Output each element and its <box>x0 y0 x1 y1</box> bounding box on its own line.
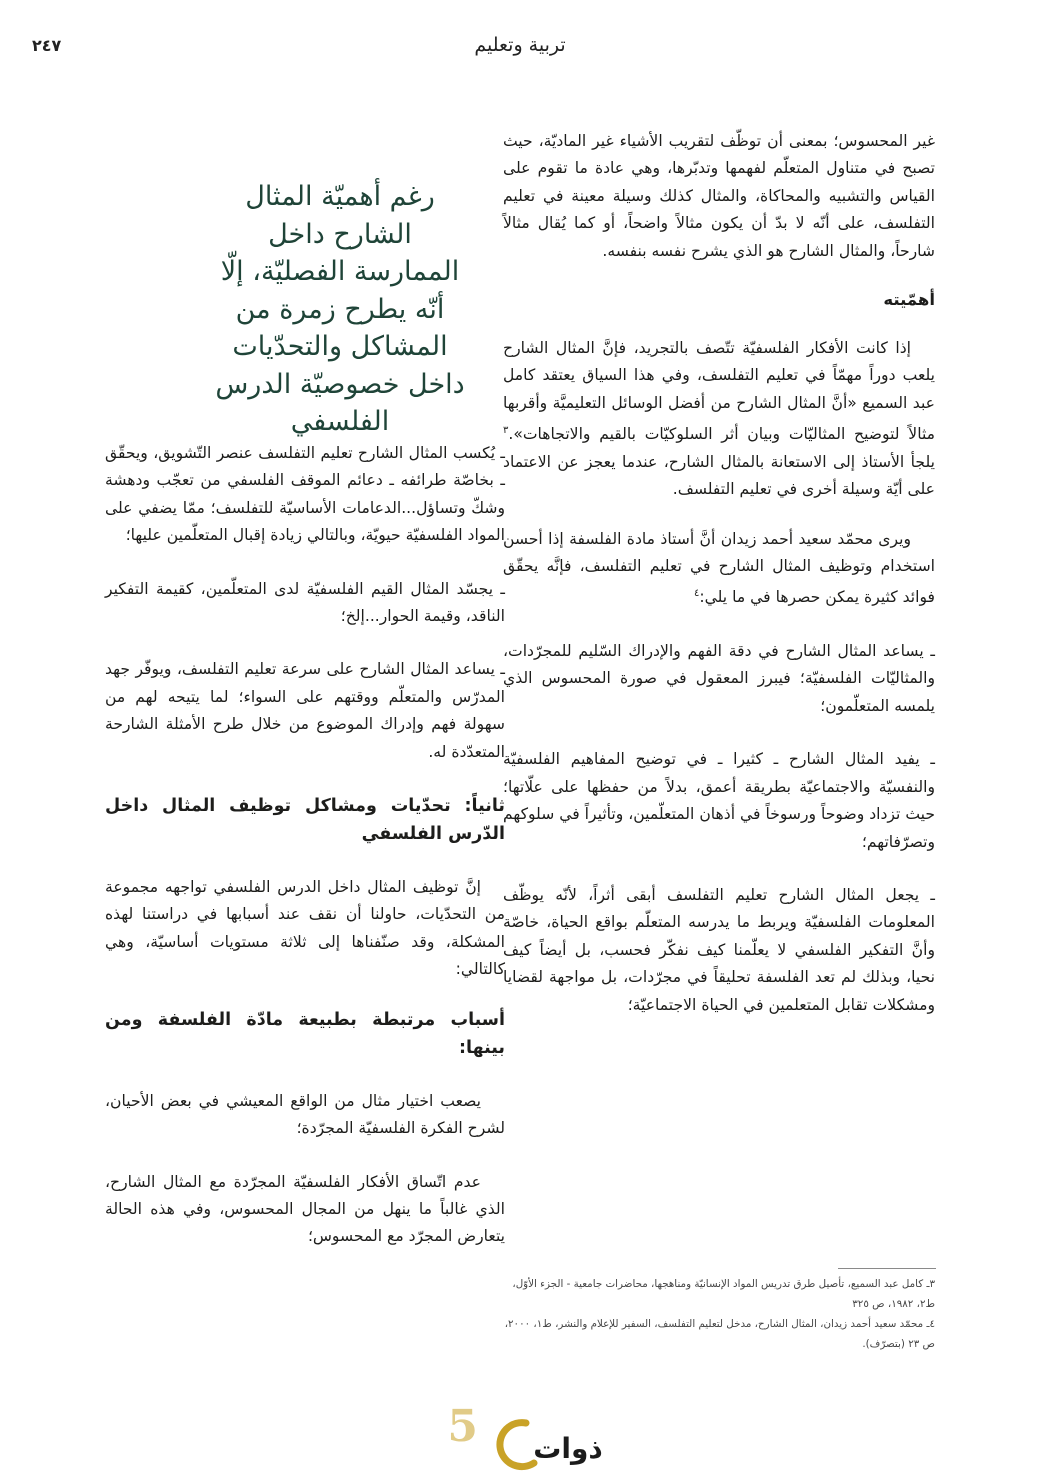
logo-numeral: 5 <box>447 1401 478 1452</box>
pull-quote: رغم أهميّة المثال الشارح داخل الممارسة الفصليّة، إلّا أنّه يطرح زمرة من المشاكل والتحدّيات داخل خصوصيّة الدرس الفلسفي <box>215 181 465 437</box>
bullet-paragraph: ـ يفيد المثال الشارح ـ كثيرا ـ في توضيح المفاهيم الفلسفيّة والنفسيّة والاجتماعيّة بطريقة أعمق، بدلاً من حفظها على علّاتها؛ حيث تزداد وضوحاً ورسوخاً في أذهان المتعلّمين، وتأثيراً في سلوكهم وتصرّفاتهم؛ <box>503 750 935 851</box>
logo-ring <box>500 1423 534 1467</box>
dhawat-logo <box>447 1401 608 1471</box>
bullet-paragraph: ـ يساعد المثال الشارح في دقة الفهم والإدراك السّليم للمجرّدات، والمثاليّات الفلسفيّة؛ فيبرز المعقول في صورة المحسوس الذي يلمسه المتعلّمون؛ <box>503 642 935 715</box>
page-header <box>0 34 1040 64</box>
left-column <box>105 440 505 1251</box>
footnote-divider <box>838 1268 936 1269</box>
logo-mark <box>447 1401 608 1471</box>
footnote-ref[interactable]: ٣ <box>503 425 509 437</box>
page-number: ٢٤٧ <box>32 36 62 55</box>
footnote-3: ٣ـ كامل عبد السميع، تأصيل طرق تدريس المواد الإنسانيّة ومناهجها، محاضرات جامعية - الجزء الأوّل، ط٢، ١٩٨٢، ص ٣٢٥ <box>512 1278 935 1310</box>
footnote-4: ٤ـ محمّد سعيد أحمد زيدان، المثال الشارح، مدخل لتعليم التفلسف، السفير للإعلام والنشر، ط١، ٢٠٠٠، ص ٢٣ (بتصرّف). <box>504 1318 935 1350</box>
bullet-paragraph: ـ يساعد المثال الشارح على سرعة تعليم التفلسف، ويوفّر جهد المدرّس والمتعلّم ووقتهم على السواء؛ لما يتيحه لهم من سهولة فهم وإدراك الموضوع من خلال طرح الأمثلة الشارحة المتعدّدة له. <box>105 660 505 761</box>
right-column <box>503 128 935 1019</box>
body-paragraph: عدم اتّساق الأفكار الفلسفيّة المجرّدة مع المثال الشارح، الذي غالباً ما ينهل من المجال المحسوس، وفي هذه الحالة يتعارض المجرّد مع المحسوس؛ <box>105 1172 505 1246</box>
bullet-paragraph: ـ يجعل المثال الشارح تعليم التفلسف أبقى أثراً، لأنّه يوظّف المعلومات الفلسفيّة ويربط ما يدرسه المتعلّم بواقع الحياة، خاصّة وأنَّ التفكير الفلسفي لا يعلّمنا كيف نفكّر فحسب، بل أيضاً كيف نحيا، وبذلك لم تعد الفلسفة تحليقاً في مجرّدات، بل مواجهة لقضايا ومشكلات تقابل المتعلمين في الحياة الاجتماعيّة؛ <box>503 885 935 1014</box>
section-heading: ثانياً: تحدّيات ومشاكل توظيف المثال داخل الدّرس الفلسفي <box>105 796 505 845</box>
intro-paragraph: غير المحسوس؛ بمعنى أن توظّف لتقريب الأشياء غير الماديّة، حيث تصبح في متناول المتعلّم لفهمها وتدبّرها، وهي عادة ما تقوم على القياس والتشبيه والمحاكاة، والمثال كذلك وسيلة معينة في تعليم التفلسف، على أنّه لا بدّ أن يكون مثالاً واضحاً، أو كما يُقال مثالاً شارحاً، والمثال الشارح هو الذي يشرح نفسه بنفسه. <box>503 132 935 260</box>
bullet-paragraph: ـ يجسّد المثال القيم الفلسفيّة لدى المتعلّمين، كقيمة التفكير الناقد، وقيمة الحوار...إلخ؛ <box>105 579 505 626</box>
body-paragraph: يصعب اختيار مثال من الواقع المعيشي في بعض الأحيان، لشرح الفكرة الفلسفيّة المجرّدة؛ <box>105 1091 505 1138</box>
bullet-paragraph: ـ يُكسب المثال الشارح تعليم التفلسف عنصر التّشويق، ويحقّق ـ بخاصّة طرائفه ـ دعائم الموقف الفلسفي من تعجّب ودهشة وشكّ وتساؤل...الدعامات الأساسيّة للتفلسف؛ ممّا يضفي على المواد الفلسفيّة حيويّة، وبالتالي زيادة إقبال المتعلّمين عليها؛ <box>105 444 505 545</box>
section-title: تربية وتعليم <box>474 34 566 56</box>
sub-heading: أسباب مرتبطة بطبيعة مادّة الفلسفة ومن بينها: <box>105 1009 505 1058</box>
body-paragraph: إنَّ توظيف المثال داخل الدرس الفلسفي تواجهه مجموعة من التحدّيات، حاولنا أن نقف عند أسبابها في دراستنا لهذه المشكلة، وقد صنّفناها إلى ثلاثة مستويات أساسيّة، وهي كالتالي: <box>105 878 505 979</box>
logo-wordmark: ذوات <box>533 1432 603 1465</box>
importance-heading: أهمّيته <box>883 290 935 310</box>
footnote-ref[interactable]: ٤ <box>694 588 700 600</box>
footnotes <box>503 1274 935 1354</box>
body-paragraph: ويرى محمّد سعيد أحمد زيدان أنَّ أستاذ مادة الفلسفة إذا أحسن استخدام وتوظيف المثال الشارح في تعليم التفلسف، فإنَّه يحقّق فوائد كثيرة يمكن حصرها في ما يلي:$^٤$ <box>503 529 935 607</box>
body-paragraph: إذا كانت الأفكار الفلسفيّة تتّصف بالتجريد، فإنَّ المثال الشارح يلعب دوراً مهمّاً في تعليم التفلسف، وفي هذا السياق يعتقد كامل عبد السميع «أنَّ المثال الشارح من أفضل الوسائل التعليميَّة وأقربها مثالاً لتوضيح المثاليّات وبيان أثر السلوكيّات بالقيم والاتجاهات».$^٣$ يلجأ الأستاذ إلى الاستعانة بالمثال الشارح، عندما يعجز عن الاعتماد على أيّة وسيلة أخرى في تعليم التفلسف. <box>503 339 935 499</box>
